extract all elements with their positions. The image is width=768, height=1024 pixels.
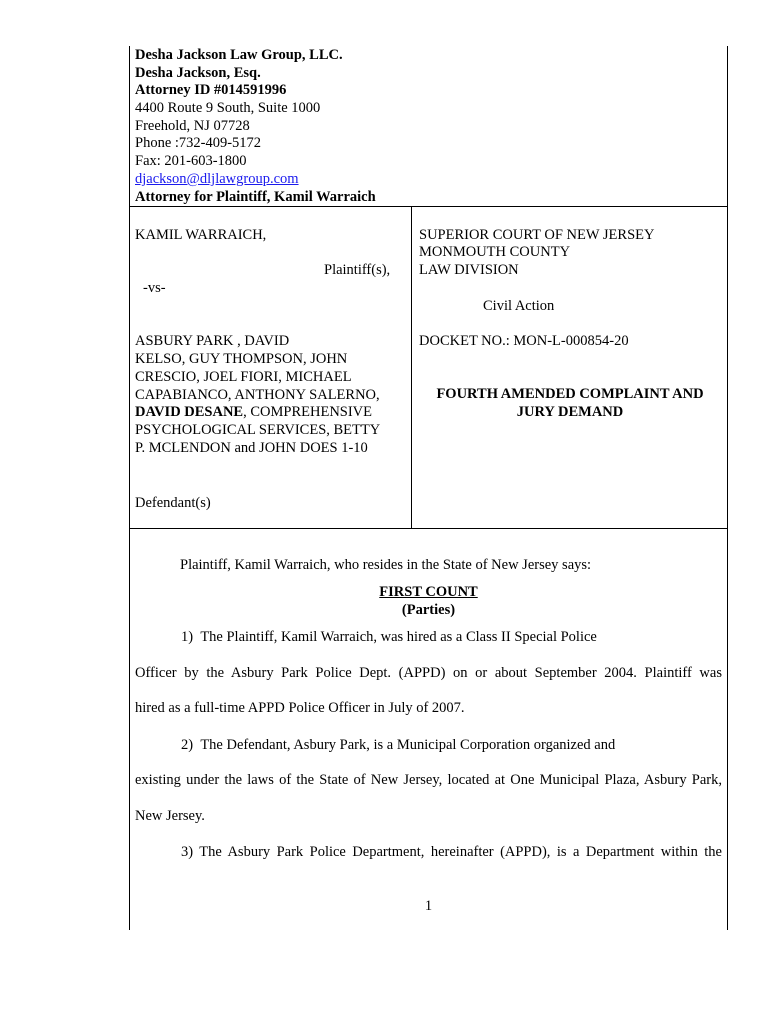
defendants-line-4: CAPABIANCO, ANTHONY SALERNO, — [135, 387, 380, 403]
court-line-2: MONMOUTH COUNTY — [419, 244, 571, 260]
versus: -vs- — [143, 280, 166, 296]
paragraph-3-line-1: 3) The Asbury Park Police Department, hereinafter (APPD), is a Department within the — [181, 844, 722, 860]
caption-top-rule — [129, 206, 728, 207]
firm-name: Desha Jackson Law Group, LLC. — [135, 47, 343, 63]
count-heading-text: FIRST COUNT — [379, 584, 478, 600]
attorney-for: Attorney for Plaintiff, Kamil Warraich — [135, 189, 376, 205]
count-heading — [129, 583, 728, 601]
document-title-line-1: FOURTH AMENDED COMPLAINT AND — [436, 386, 704, 402]
court-line-1: SUPERIOR COURT OF NEW JERSEY — [419, 227, 655, 243]
paragraph-2-line-3: New Jersey. — [135, 808, 205, 824]
defendants-line-5 — [135, 403, 372, 421]
email-link[interactable]: djackson@dljlawgroup.com — [135, 171, 299, 187]
plaintiff-name: KAMIL WARRAICH, — [135, 227, 267, 243]
address-line-1: 4400 Route 9 South, Suite 1000 — [135, 100, 321, 116]
count-subheading: (Parties) — [401, 602, 456, 618]
defendants-line-1: ASBURY PARK , DAVID — [135, 333, 290, 349]
plaintiff-label: Plaintiff(s), — [324, 262, 391, 278]
defendants-line-5-rest: , COMPREHENSIVE — [243, 404, 373, 420]
defendants-line-3: CRESCIO, JOEL FIORI, MICHAEL — [135, 369, 352, 385]
attorney-name: Desha Jackson, Esq. — [135, 65, 261, 81]
defendants-line-2: KELSO, GUY THOMPSON, JOHN — [135, 351, 348, 367]
defendant-label: Defendant(s) — [135, 495, 211, 511]
phone: Phone :732-409-5172 — [135, 135, 262, 151]
fax: Fax: 201-603-1800 — [135, 153, 247, 169]
court-line-3: LAW DIVISION — [419, 262, 519, 278]
paragraph-2-line-2: existing under the laws of the State of New Jersey, located at One Municipal Plaza, Asbury Park, — [135, 772, 722, 788]
right-margin-rule — [727, 46, 728, 930]
left-margin-rule — [129, 46, 130, 930]
page-number: 1 — [424, 898, 433, 914]
address-line-2: Freehold, NJ 07728 — [135, 118, 250, 134]
paragraph-2-line-1: 2) The Defendant, Asbury Park, is a Municipal Corporation organized and — [181, 737, 616, 753]
caption-bottom-rule — [129, 528, 728, 529]
defendants-line-6: PSYCHOLOGICAL SERVICES, BETTY — [135, 422, 381, 438]
intro-paragraph: Plaintiff, Kamil Warraich, who resides in the State of New Jersey says: — [180, 557, 592, 573]
paragraph-1-line-2: Officer by the Asbury Park Police Dept. (APPD) on or about September 2004. Plaintiff was — [135, 665, 722, 681]
paragraph-1-line-3: hired as a full-time APPD Police Officer in July of 2007. — [135, 700, 465, 716]
civil-action: Civil Action — [483, 298, 555, 314]
caption-divider-rule — [411, 206, 412, 529]
defendant-desane: DAVID DESANE — [135, 404, 244, 420]
defendants-line-7: P. MCLENDON and JOHN DOES 1-10 — [135, 440, 368, 456]
document-title-line-2: JURY DEMAND — [516, 404, 624, 420]
docket-number: DOCKET NO.: MON-L-000854-20 — [419, 333, 629, 349]
attorney-id: Attorney ID #014591996 — [135, 82, 287, 98]
paragraph-1-line-1: 1) The Plaintiff, Kamil Warraich, was hired as a Class II Special Police — [181, 629, 597, 645]
